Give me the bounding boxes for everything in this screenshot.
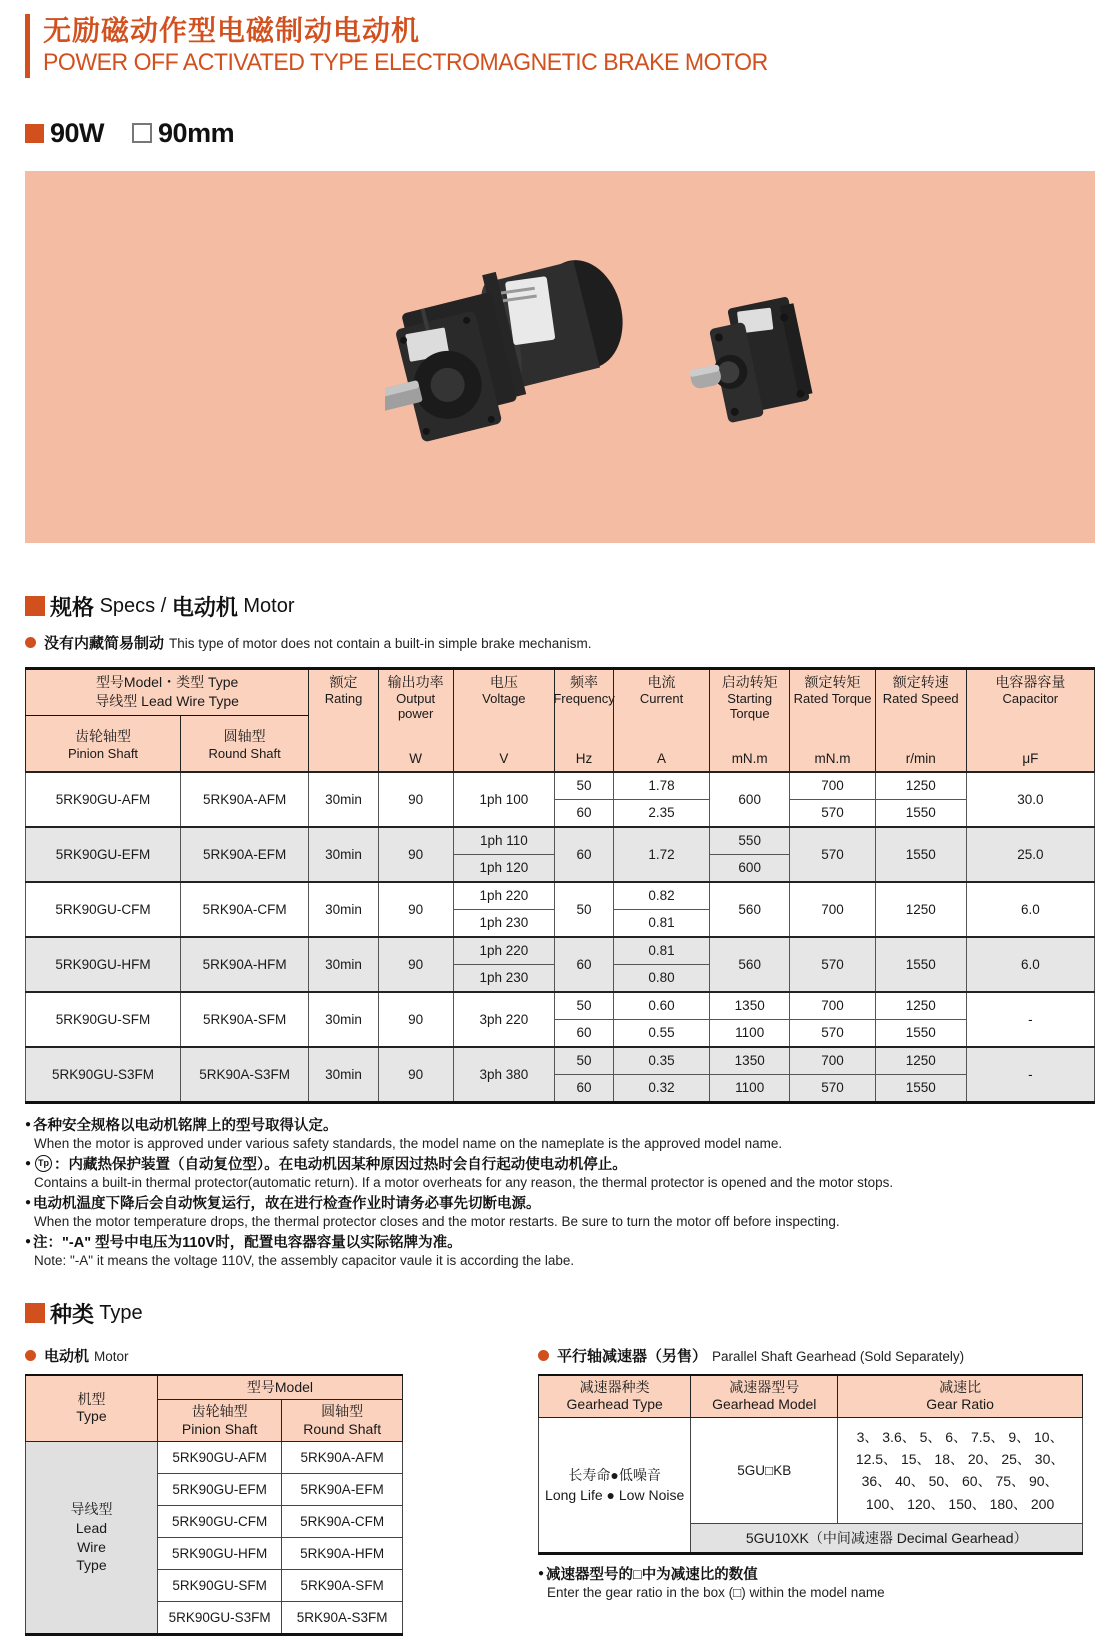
gearhead-bullet-cn: 平行轴减速器（另售） [557,1347,708,1365]
motor-type-column [25,1335,403,1636]
note-bullet-icon: ● [538,1568,545,1580]
spec-cell: 5RK90A-S3FM [181,1047,309,1103]
specs-section-heading [25,591,1095,622]
spec-cell: 1ph 120 [453,854,555,882]
motor-bullet [25,1345,403,1366]
header-model-line1: 型号Model・类型 Type [95,674,239,691]
header-model-line2: 导线型 Lead Wire Type [95,693,239,710]
page-title-chinese: 无励磁动作型电磁制动电动机 [43,15,421,46]
product-photo-panel [25,171,1095,543]
header-pinion-shaft: 齿轮轴型 Pinion Shaft [26,715,181,771]
note-thermal-en: Contains a built-in thermal protector(automatic return). If a motor overheats for any reason, the thermal protector is opened and the motor stops. [34,1174,894,1190]
header-model-type [26,668,309,715]
gearmotor-photo [385,241,635,476]
spec-cell: 1ph 220 [453,937,555,965]
spec-cell: 50 [555,1047,614,1075]
spec-cell: 560 [710,937,790,992]
wattage-label: 90W [50,117,105,148]
orange-square-icon [25,596,45,616]
header-starting-torque: 启动转矩 Starting Torque mN.m [710,668,790,772]
spec-cell: 5RK90GU-HFM [26,937,181,992]
specs-heading-cn2: 电动机 [171,594,238,620]
header-round-shaft: 圆轴型 Round Shaft [181,715,309,771]
spec-cell: 1250 [875,1047,966,1075]
specs-heading-en: Motor [237,594,295,617]
model-cell: 5RK90GU-EFM [157,1474,281,1506]
header-gearhead-model: 减速器型号 Gearhead Model [691,1375,838,1418]
spec-cell: 3ph 380 [453,1047,555,1103]
outline-square-icon [132,123,152,143]
footnotes [25,1114,1095,1268]
spec-cell: 1550 [875,1019,966,1047]
motor-specs-table [25,667,1095,1104]
brake-unit-photo [680,286,835,431]
spec-cell: 6.0 [966,937,1094,992]
motor-type-table [25,1374,403,1636]
header-capacitor: 电容器容量 Capacitor μF [966,668,1094,772]
spec-cell: 1550 [875,827,966,882]
filled-square-icon [25,124,44,143]
spec-cell: 5RK90GU-S3FM [26,1047,181,1103]
gearhead-note [538,1563,1083,1600]
model-cell: 5RK90GU-CFM [157,1506,281,1538]
spec-cell: 2.35 [613,799,709,827]
spec-cell: 90 [378,1047,453,1103]
spec-cell: 1350 [710,1047,790,1075]
motor-bullet-en: Motor [94,1348,129,1364]
type-heading-cn: 种类 [50,1301,95,1327]
model-cell: 5RK90GU-S3FM [157,1602,281,1635]
header-machine-type: 机型 Type [26,1375,158,1442]
header-output-power: 输出功率 Output power W [378,668,453,772]
spec-cell: 90 [378,992,453,1047]
note-bullet-icon: ● [25,1196,32,1208]
model-cell: 5RK90A-S3FM [282,1602,403,1635]
gearhead-note-cn: 减速器型号的□中为减速比的数值 [546,1567,758,1584]
specs-heading-mid: Specs / [94,594,172,617]
type-heading-en: Type [94,1301,143,1324]
gearhead-table [538,1374,1083,1556]
spec-cell: 5RK90A-AFM [181,772,309,827]
spec-cell: 1550 [875,937,966,992]
spec-cell: 30min [309,1047,378,1103]
motor-bullet-cn: 电动机 [44,1347,90,1365]
spec-cell: 570 [790,799,876,827]
spec-cell: 5RK90GU-EFM [26,827,181,882]
spec-cell: 50 [555,992,614,1020]
spec-cell: 60 [555,827,614,882]
spec-cell: 1250 [875,882,966,937]
model-cell: 5RK90A-CFM [282,1506,403,1538]
note-restart-cn: 电动机温度下降后会自动恢复运行，故在进行检查作业时请务必事先切断电源。 [33,1195,541,1212]
spec-cell: - [966,1047,1094,1103]
note-thermal-protector [25,1153,1095,1190]
orange-bullet-icon [25,1350,36,1361]
spec-cell: 1250 [875,992,966,1020]
header-rating: 额定 Rating [309,668,378,772]
spec-cell: 25.0 [966,827,1094,882]
header-gearhead-type: 减速器种类 Gearhead Type [539,1375,691,1418]
spec-cell: 0.81 [613,909,709,937]
spec-cell: 1ph 100 [453,772,555,827]
header-rated-speed: 额定转速 Rated Speed r/min [875,668,966,772]
type-section-heading [25,1298,1095,1329]
page-header [25,14,1095,78]
model-cell: 5RK90GU-AFM [157,1442,281,1474]
size-heading [25,118,1095,149]
spec-cell: 560 [710,882,790,937]
spec-cell: 1350 [710,992,790,1020]
spec-cell: 1ph 110 [453,827,555,855]
spec-cell: 570 [790,1019,876,1047]
spec-cell: 6.0 [966,882,1094,937]
spec-cell: 60 [555,1074,614,1102]
specs-heading-cn: 规格 [50,594,95,620]
spec-cell: 0.82 [613,882,709,910]
spec-cell: 1.72 [613,827,709,882]
spec-cell: 30.0 [966,772,1094,827]
spec-cell: 0.55 [613,1019,709,1047]
spec-cell: 5RK90A-SFM [181,992,309,1047]
orange-bullet-icon [538,1350,549,1361]
note-safety-cn: 各种安全规格以电动机铭牌上的型号取得认定。 [33,1117,338,1134]
spec-cell: 5RK90A-HFM [181,937,309,992]
note-bullet-icon: ● [25,1157,32,1169]
spec-cell: 0.35 [613,1047,709,1075]
model-cell: 5RK90GU-SFM [157,1570,281,1602]
spec-cell: 3ph 220 [453,992,555,1047]
spec-cell: 0.32 [613,1074,709,1102]
gearhead-bullet [538,1345,1083,1366]
spec-cell: 50 [555,772,614,800]
spec-cell: 60 [555,937,614,992]
specs-bullet-note [25,632,1095,653]
header-pinion-shaft: 齿轮轴型 Pinion Shaft [157,1400,281,1442]
header-gear-ratio: 减速比 Gear Ratio [838,1375,1083,1418]
spec-cell: 570 [790,937,876,992]
spec-cell: 1550 [875,1074,966,1102]
spec-cell: 1100 [710,1074,790,1102]
header-model: 型号Model [157,1375,402,1400]
model-cell: 5RK90GU-HFM [157,1538,281,1570]
spec-cell: 550 [710,827,790,855]
spec-cell: 30min [309,772,378,827]
spec-cell: 700 [790,992,876,1020]
spec-cell: 0.60 [613,992,709,1020]
spec-cell: 90 [378,937,453,992]
spec-cell: 5RK90A-EFM [181,827,309,882]
spec-cell: 30min [309,937,378,992]
gearhead-model-cell: 5GU□KB [691,1417,838,1524]
header-frequency: 频率 Frequency Hz [555,668,614,772]
spec-cell: 90 [378,882,453,937]
gearhead-note-en: Enter the gear ratio in the box (□) within the model name [547,1585,885,1601]
spec-cell: 1250 [875,772,966,800]
note-restart [25,1192,1095,1229]
note-bullet-icon: ● [25,1118,32,1130]
thermal-protector-icon: Tp [35,1155,52,1172]
spec-cell: 0.81 [613,937,709,965]
header-round-shaft: 圆轴型 Round Shaft [282,1400,403,1442]
spec-cell: - [966,992,1094,1047]
spec-cell: 5RK90GU-AFM [26,772,181,827]
spec-cell: 1100 [710,1019,790,1047]
spec-cell: 570 [790,1074,876,1102]
model-cell: 5RK90A-AFM [282,1442,403,1474]
header-current: 电流 Current A [613,668,709,772]
model-cell: 5RK90A-EFM [282,1474,403,1506]
page-title-english: POWER OFF ACTIVATED TYPE ELECTROMAGNETIC BRAKE MOTOR [43,48,768,76]
spec-cell: 700 [790,882,876,937]
spec-cell: 50 [555,882,614,937]
note-voltage [25,1231,1095,1268]
model-cell: 5RK90A-SFM [282,1570,403,1602]
orange-bullet-icon [25,637,36,648]
decimal-gearhead-cell: 5GU10XK（中间减速器 Decimal Gearhead） [691,1524,1083,1554]
spec-cell: 60 [555,799,614,827]
note-safety-en: When the motor is approved under various safety standards, the model name on the nameplate is the approved model name. [34,1135,783,1151]
spec-cell: 30min [309,992,378,1047]
note-voltage-cn: 注："-A" 型号中电压为110V时，配置电容器容量以实际铭牌为准。 [33,1234,462,1251]
spec-cell: 700 [790,1047,876,1075]
spec-cell: 600 [710,854,790,882]
note-safety [25,1114,1095,1151]
spec-cell: 1ph 220 [453,882,555,910]
gearhead-type-cell: 长寿命●低噪音 Long Life ● Low Noise [539,1417,691,1554]
note-thermal-cn: ：内藏热保护装置（自动复位型）。在电动机因某种原因过热时会自行起动使电动机停止。 [54,1156,627,1173]
header-voltage: 电压 Voltage V [453,668,555,772]
note-restart-en: When the motor temperature drops, the thermal protector closes and the motor restarts. Be sure to turn the motor off before inspecting. [34,1213,840,1229]
spec-cell: 5RK90A-CFM [181,882,309,937]
type-section [25,1298,1095,1636]
note-bullet-icon: ● [25,1235,32,1247]
spec-cell: 600 [710,772,790,827]
header-rated-torque: 额定转矩 Rated Torque mN.m [790,668,876,772]
gear-ratio-cell: 3、 3.6、 5、 6、 7.5、 9、 10、 12.5、 15、 18、 20、 25、 30、 36、 40、 50、 60、 75、 90、 100、 120、 150、 180、 200 [838,1417,1083,1524]
spec-cell: 5RK90GU-SFM [26,992,181,1047]
spec-cell: 5RK90GU-CFM [26,882,181,937]
spec-cell: 30min [309,827,378,882]
gearhead-bullet-en: Parallel Shaft Gearhead (Sold Separately) [712,1348,965,1364]
spec-cell: 570 [790,827,876,882]
model-cell: 5RK90A-HFM [282,1538,403,1570]
note-voltage-en: Note: "-A" it means the voltage 110V, the assembly capacitor vaule it is according the labe. [34,1252,575,1268]
spec-cell: 1.78 [613,772,709,800]
specs-bullet-cn: 没有内藏简易制动 [44,634,165,652]
spec-cell: 1550 [875,799,966,827]
spec-cell: 30min [309,882,378,937]
frame-size-label: 90mm [158,117,235,148]
spec-cell: 0.80 [613,964,709,992]
orange-square-icon [25,1303,45,1323]
gearhead-column [538,1335,1083,1636]
lead-wire-type-cell: 导线型 Lead Wire Type [26,1442,158,1635]
spec-cell: 1ph 230 [453,964,555,992]
spec-cell: 700 [790,772,876,800]
spec-cell: 60 [555,1019,614,1047]
spec-cell: 90 [378,827,453,882]
specs-bullet-en: This type of motor does not contain a built-in simple brake mechanism. [169,635,592,651]
spec-cell: 1ph 230 [453,909,555,937]
spec-cell: 90 [378,772,453,827]
